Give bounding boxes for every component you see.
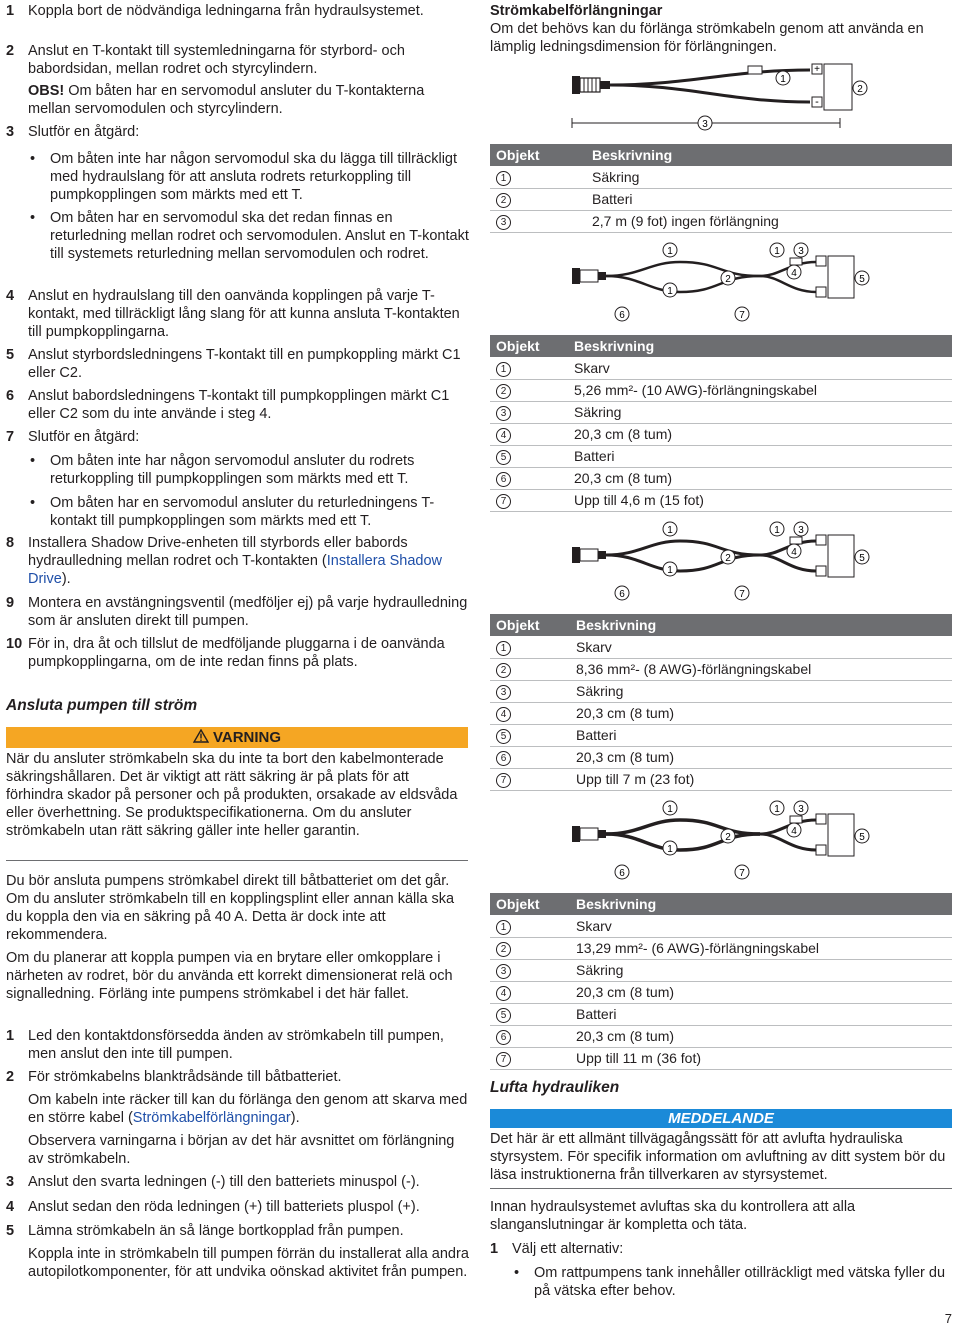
table-2: Objekt Beskrivning 1 Skarv 2 5,26 mm²- (10 AWG)-förlängningskabel 3 Säkring 4 20,3 cm (8 tum) 5 Batteri 6 20,3 cm (8 tum) 7 Upp till 4,6 m (15 fot): [490, 335, 952, 512]
power-step-5-sub: Koppla inte in strömkabeln till pumpen förrän du installerat alla andra autopilotkomponenter, för att undvika oönskad aktivitet från pumpen.: [28, 1246, 469, 1280]
svg-text:5: 5: [859, 553, 865, 564]
cable-diagram-4: [570, 798, 870, 884]
table-row: 2 Batteri: [490, 188, 952, 210]
fuse-icon: [748, 66, 762, 74]
notice-bar: MEDDELANDE: [490, 1109, 952, 1128]
table-1: Objekt Beskrivning 1 Säkring 2 Batteri 3 2,7 m (9 fot) ingen förlängning: [490, 144, 952, 233]
power-step-2-sub-a: Om kabeln inte räcker till kan du förlänga den genom att skarva med en större kabel (Strömkabelförlängningar).: [28, 1092, 468, 1126]
table-row: 6 20,3 cm (8 tum): [490, 746, 952, 768]
svg-text:1: 1: [667, 246, 673, 257]
svg-text:1: 1: [780, 74, 786, 85]
bleed-step1-bullet-1: • Om rattpumpens tank innehåller otillräckligt med vätska fyller du på vätska efter behov.: [514, 1265, 946, 1299]
section-title-power: Ansluta pumpen till ström: [6, 697, 198, 714]
bullet-icon: •: [30, 453, 36, 469]
bleed-step-1: 1 Välj ett alternativ:: [490, 1241, 624, 1257]
battery-icon: [824, 64, 852, 110]
bullet-icon: •: [30, 210, 36, 226]
section-title-bleed: Lufta hydrauliken: [490, 1079, 620, 1096]
table-row: 3 Säkring: [490, 959, 952, 981]
obs-note: [6, 82, 470, 118]
step-4: 4 Anslut en hydraulslang till den oanvända kopplingen på varje T-kontakt, med tillräckligt lång slang för att kunna ansluta T-kontakten till pumpkopplingarna.: [6, 288, 460, 340]
svg-text:3: 3: [798, 525, 804, 536]
power-step-4: 4 Anslut sedan den röda ledningen (+) till batteriets pluspol (+).: [6, 1199, 420, 1215]
svg-text:1: 1: [667, 844, 673, 855]
table-row: 2 8,36 mm²- (8 AWG)-förlängningskabel: [490, 658, 952, 680]
installera-shadow-drive-link[interactable]: Installera Shadow Drive: [28, 553, 443, 587]
svg-text:7: 7: [739, 868, 745, 879]
svg-text:1: 1: [667, 565, 673, 576]
step-1: 1 Koppla bort de nödvändiga ledningarna från hydraulsystemet.: [6, 3, 424, 19]
svg-text:2: 2: [725, 553, 731, 564]
page-number: 7: [944, 1311, 952, 1326]
cable-diagram-2: [570, 240, 870, 326]
table-row: 1 Säkring: [490, 166, 952, 188]
table-row: 3 2,7 m (9 fot) ingen förlängning: [490, 210, 952, 232]
warning-triangle-icon: [193, 729, 209, 743]
power-step-3: 3 Anslut den svarta ledningen (-) till den batteriets minuspol (-).: [6, 1174, 420, 1190]
table-row: 6 20,3 cm (8 tum): [490, 1025, 952, 1047]
svg-text:4: 4: [791, 826, 797, 837]
table-row: 7 Upp till 7 m (23 fot): [490, 768, 952, 790]
table-3: Objekt Beskrivning 1 Skarv 2 8,36 mm²- (8 AWG)-förlängningskabel 3 Säkring 4 20,3 cm (8 tum) 5 Batteri 6 20,3 cm (8 tum) 7 Upp till 7 m (23 fot): [490, 614, 952, 791]
obs-text: Om båten har en servomodul ansluter du T-kontakterna mellan servomodulen och styrcylindern.: [28, 83, 425, 117]
table-row: 5 Batteri: [490, 445, 952, 467]
svg-text:1: 1: [774, 525, 780, 536]
step7-bullet-2: • Om båten har en servomodul ansluter du returledningens T-kontakt till pumpkopplingen som märkts med ett T.: [30, 495, 435, 529]
table-row: 1 Skarv: [490, 915, 952, 937]
svg-text:4: 4: [791, 547, 797, 558]
svg-text:6: 6: [619, 589, 625, 600]
table-row: 6 20,3 cm (8 tum): [490, 467, 952, 489]
table-row: 1 Skarv: [490, 636, 952, 658]
svg-text:1: 1: [667, 525, 673, 536]
svg-text:2: 2: [725, 274, 731, 285]
step-9: 9 Montera en avstängningsventil (medföljer ej) på varje hydraulledning som är ansluten direkt till pumpen.: [6, 595, 468, 629]
power-paragraph-2: Om du planerar att koppla pumpen via en brytare eller omkopplare i närheten av rodret, bör du använda ett korrekt dimensionerat relä och signalledning. Förläng inte pumpens strömkabel i det här fallet.: [6, 950, 453, 1002]
table-row: 2 5,26 mm²- (10 AWG)-förlängningskabel: [490, 379, 952, 401]
svg-text:1: 1: [774, 246, 780, 257]
table-row: 4 20,3 cm (8 tum): [490, 981, 952, 1003]
table-row: 4 20,3 cm (8 tum): [490, 702, 952, 724]
bullet-icon: •: [30, 495, 36, 511]
table-row: 4 20,3 cm (8 tum): [490, 423, 952, 445]
table-row: 1 Skarv: [490, 357, 952, 379]
notice-text: Det här är ett allmänt tillvägagångssätt för att avlufta hydrauliska styrsystem. För specifik information om avluftning av ditt system bör du läsa instruktionerna från tillverkaren av styrsystemet.: [490, 1131, 946, 1183]
svg-text:5: 5: [859, 832, 865, 843]
step3-bullet-1: • Om båten inte har någon servomodul ska du lägga till tillräckligt med hydraulslang för att ansluta rodrets returkoppling till pumpkopplingen som märkts med ett T.: [30, 151, 458, 203]
step-5: 5 Anslut styrbordsledningens T-kontakt till en pumpkoppling märkt C1 eller C2.: [6, 347, 461, 381]
stromkabelforlangningar-link[interactable]: Strömkabelförlängningar: [132, 1110, 291, 1126]
step-2: 2 Anslut en T-kontakt till systemledningarna för styrbord- och babordsidan, mellan rodret och styrcylindern.: [6, 43, 405, 77]
step-10: 10 För in, dra åt och tillslut de medföljande pluggarna i de oanvända pumpkopplingarna, om de inte redan finns på plats.: [6, 636, 445, 670]
power-step-2: 2 För strömkabelns blanktrådsände till båtbatteriet.: [6, 1069, 342, 1085]
step-3: 3 Slutför en åtgärd:: [6, 124, 140, 140]
table-row: 7 Upp till 11 m (36 fot): [490, 1047, 952, 1069]
power-step-5: 5 Lämna strömkabeln än så länge bortkopplad från pumpen.: [6, 1223, 404, 1239]
svg-text:1: 1: [667, 286, 673, 297]
step-6: 6 Anslut babordsledningens T-kontakt till pumpkopplingen märkt C1 eller C2 som du inte använde i steg 4.: [6, 388, 450, 422]
power-step-2-sub-b: Observera varningarna i början av det här avsnittet om förlängning av strömkabeln.: [28, 1133, 455, 1167]
table-row: 5 Batteri: [490, 1003, 952, 1025]
table-4: Objekt Beskrivning 1 Skarv 2 13,29 mm²- (6 AWG)-förlängningskabel 3 Säkring 4 20,3 cm (8 tum) 5 Batteri 6 20,3 cm (8 tum) 7 Upp till 11 m (36 fot): [490, 893, 952, 1070]
step-7: 7 Slutför en åtgärd:: [6, 429, 140, 445]
svg-text:6: 6: [619, 868, 625, 879]
svg-text:+: +: [814, 64, 820, 75]
svg-text:3: 3: [798, 804, 804, 815]
warning-bar: VARNING: [6, 727, 468, 748]
cable-diagram-1: [570, 60, 870, 138]
table-row: 3 Säkring: [490, 680, 952, 702]
obs-label: OBS!: [28, 83, 65, 99]
table-row: 3 Säkring: [490, 401, 952, 423]
table-row: 2 13,29 mm²- (6 AWG)-förlängningskabel: [490, 937, 952, 959]
svg-text:7: 7: [739, 310, 745, 321]
warning-text: När du ansluter strömkabeln ska du inte ta bort den kabelmonterade säkringshållaren. Det är viktigt att rätt säkring är på plats för att förhindra skador på personer och på produkten, orsakade av eldsvåda eller överhettning. Se produktspecifikationerna. Om du ansluter strömkabeln utan rätt säkring gäller inte heller garantin.: [6, 751, 458, 839]
bleed-paragraph: Innan hydraulsystemet avluftas ska du kontrollera att alla slanganslutningar är kompletta och täta.: [490, 1199, 856, 1233]
svg-text:3: 3: [702, 119, 708, 130]
svg-text:5: 5: [859, 274, 865, 285]
cable-diagram-3: [570, 519, 870, 605]
step7-bullet-1: • Om båten inte har någon servomodul ansluter du rodrets returkoppling till pumpkopplingen som märkts med ett T.: [30, 453, 415, 487]
bullet-icon: •: [30, 151, 36, 167]
bullet-icon: •: [514, 1265, 520, 1281]
section-title-extensions: Strömkabelförlängningar: [490, 3, 663, 19]
svg-text:1: 1: [667, 804, 673, 815]
step3-bullet-2: • Om båten har en servomodul ska det redan finnas en returledning mellan rodret och servomodulen. Anslut en T-kontakt till systemets returledning mellan servomodulen och rodret.: [30, 210, 469, 262]
svg-text:1: 1: [774, 804, 780, 815]
step-8: 8 Installera Shadow Drive-enheten till styrbords eller babords hydraulledning mellan rodret och T-kontakten (Installera Shadow Drive).: [6, 535, 443, 587]
power-paragraph-1: Du bör ansluta pumpens strömkabel direkt till båtbatteriet om det går. Om du ansluter strömkabeln till en kopplingsplint eller annan källa ska du koppla den via en säkring på 40 A. Detta är dock inte att rekommendera.: [6, 873, 455, 943]
table-row: 7 Upp till 4,6 m (15 fot): [490, 489, 952, 511]
svg-text:-: -: [815, 96, 819, 108]
svg-text:4: 4: [791, 268, 797, 279]
svg-text:7: 7: [739, 589, 745, 600]
extensions-intro: Om det behövs kan du förlänga strömkabeln genom att använda en lämplig ledningsdimension för förlängningen.: [490, 21, 924, 55]
svg-text:2: 2: [857, 84, 863, 95]
notice-divider: [490, 1188, 952, 1189]
connector-icon: [572, 76, 610, 94]
svg-text:6: 6: [619, 310, 625, 321]
svg-text:3: 3: [798, 246, 804, 257]
warning-divider: [6, 860, 468, 861]
power-step-1: 1 Led den kontaktdonsförsedda änden av strömkabeln till pumpen, men anslut den inte till pumpen.: [6, 1028, 444, 1062]
table-row: 5 Batteri: [490, 724, 952, 746]
svg-text:2: 2: [725, 832, 731, 843]
